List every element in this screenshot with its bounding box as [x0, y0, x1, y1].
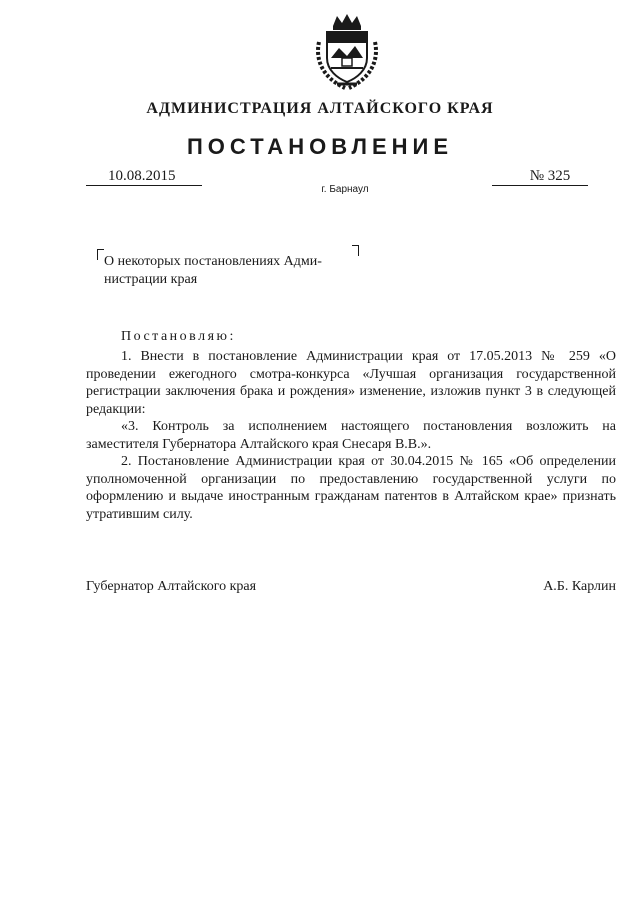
resolve-heading: Постановляю:: [121, 329, 236, 344]
document-body: [86, 348, 616, 523]
subject-line-2: нистрации края: [104, 272, 198, 287]
document-subject: [104, 253, 364, 289]
document-city: г. Барнаул: [321, 184, 369, 195]
body-paragraph-3: 2. Постановление Администрации края от 30.04.2015 № 165 «Об определении уполномоченной организации по предоставлению государственной услуги по оформлению и выдаче иностранным гражданам патентов в Алтайском крае» признать утратившим силу.: [86, 454, 616, 522]
body-paragraph-1: 1. Внести в постановление Администрации края от 17.05.2013 № 259 «О проведении ежегодного смотра-конкурса «Лучшая организация государственной регистрации заключения брака и рождения» изменение, изложив пункт 3 в следующей редакции:: [86, 349, 616, 417]
subject-corner-left: [97, 249, 104, 260]
document-number: № 325: [492, 168, 588, 186]
coat-of-arms-icon: [309, 12, 385, 92]
signatory-name: А.Б. Карлин: [543, 579, 616, 594]
subject-line-1: О некоторых постановлениях Адми-: [104, 254, 322, 269]
agency-name: АДМИНИСТРАЦИЯ АЛТАЙСКОГО КРАЯ: [146, 100, 494, 117]
signatory-position: Губернатор Алтайского края: [86, 579, 257, 594]
body-paragraph-2: «3. Контроль за исполнением настоящего постановления возложить на заместителя Губернатора Алтайского края Снесаря В.В.».: [86, 419, 616, 452]
signature-block: [86, 579, 616, 595]
document-type: ПОСТАНОВЛЕНИЕ: [186, 134, 454, 159]
document-date: 10.08.2015: [86, 168, 202, 186]
